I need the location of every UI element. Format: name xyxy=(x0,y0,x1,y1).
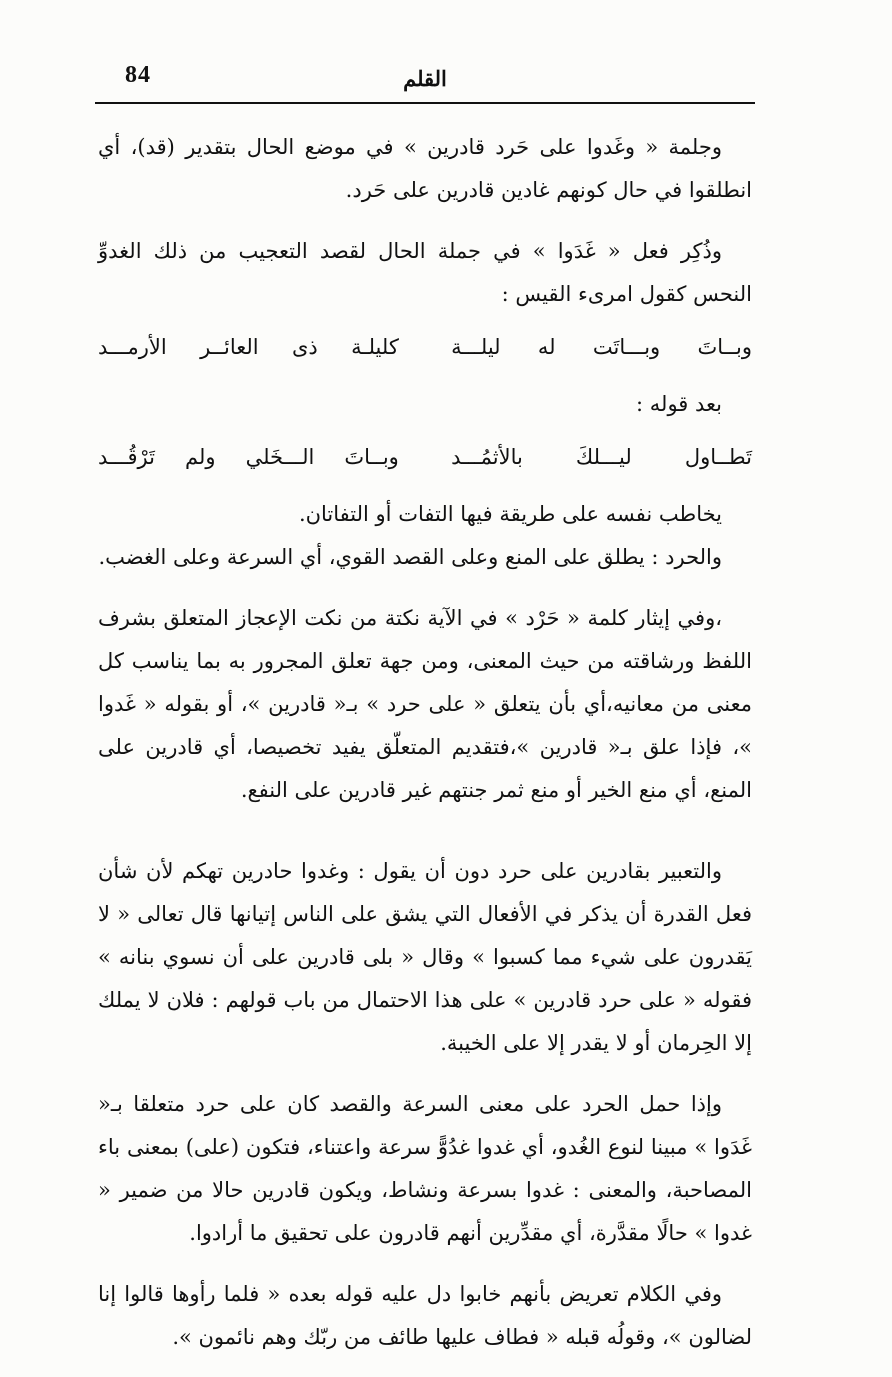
verse-1-first-hemistich: وبــاتَ وبـــاتَت له ليلـــة xyxy=(451,335,752,359)
verse-line-1 xyxy=(98,326,752,369)
page-number: 84 xyxy=(125,62,151,88)
paragraph-1: وجلمة « وغَدوا على حَرد قادرين » في موضع الحال بتقدير (قد)، أي انطلقوا في حال كونهم غادين قادرين على حَرد. xyxy=(98,135,752,202)
paragraph-9: وفي الكلام تعريض بأنهم خابوا دل عليه قوله بعده « فلما رأوها قالوا إنا لضالون »، وقولُه قبله « فطاف عليها طائف من ربّك وهم نائمون ». xyxy=(98,1282,752,1349)
verse-2-second-hemistich: وبــاتَ الـــخَلي ولم تَرْقُـــد xyxy=(98,445,399,469)
verse-line-2 xyxy=(98,436,752,479)
paragraph-2: وذُكِر فعل « غَدَوا » في جملة الحال لقصد التعجيب من ذلك الغدوِّ النحس كقول امرىء القيس : xyxy=(98,239,752,306)
paragraph-3: بعد قوله : xyxy=(636,392,722,416)
header-rule xyxy=(95,102,755,104)
paragraph-4: يخاطب نفسه على طريقة فيها التفات أو التفاتان. xyxy=(298,502,722,526)
page-body xyxy=(98,126,752,1377)
paragraph-7: والتعبير بقادرين على حرد دون أن يقول : وغدوا حادرين تهكم لأن شأن فعل القدرة أن يذكر في الأفعال التي يشق على الناس إتيانها قال تعالى « لا يَقدرون على شيء مما كسبوا » وقال « بلى قادرين على أن نسوي بنانه » فقوله « على حرد قادرين » على هذا الاحتمال من باب قولهم : فلان لا يملك إلا الحِرمان أو لا يقدر إلا على الخيبة. xyxy=(98,859,752,1055)
verse-1-second-hemistich: كليلـة ذى العائــر الأرمـــد xyxy=(98,335,399,359)
paragraph-8: وإذا حمل الحرد على معنى السرعة والقصد كان على حرد متعلقا بـ« غَدَوا » مبينا لنوع الغُدو، أي غدوا غدُوًّ سرعة واعتناء، فتكون (على) بمعنى باء المصاحبة، والمعنى : غدوا بسرعة ونشاط، ويكون قادرين حالا من ضمير « غدوا » حالًا مقدَّرة، أي مقدِّرين أنهم قادرون على تحقيق ما أرادوا. xyxy=(98,1092,752,1245)
verse-2-first-hemistich: تَطــاول ليـــلكَ بالأثمُـــد xyxy=(451,445,752,469)
page-header xyxy=(95,58,755,104)
paragraph-6: ،وفي إيثار كلمة « حَرْد » في الآية نكتة من نكت الإعجاز المتعلق بشرف اللفظ ورشاقته من حيث المعنى، ومن جهة تعلق المجرور به بما يناسب كل معنى من معانيه،أي بأن يتعلق « على حرد » بـ« قادرين »، أو بقوله « غَدوا »، فإذا علق بـ« قادرين »،فتقديم المتعلّق يفيد تخصيصا، أي قادرين على المنع، أي منع الخير أو منع ثمر جنتهم غير قادرين على النفع. xyxy=(98,606,752,802)
paragraph-5: والحرد : يطلق على المنع وعلى القصد القوي، أي السرعة وعلى الغضب. xyxy=(98,545,722,569)
running-title: القلم xyxy=(403,66,447,91)
spacer xyxy=(98,830,752,850)
